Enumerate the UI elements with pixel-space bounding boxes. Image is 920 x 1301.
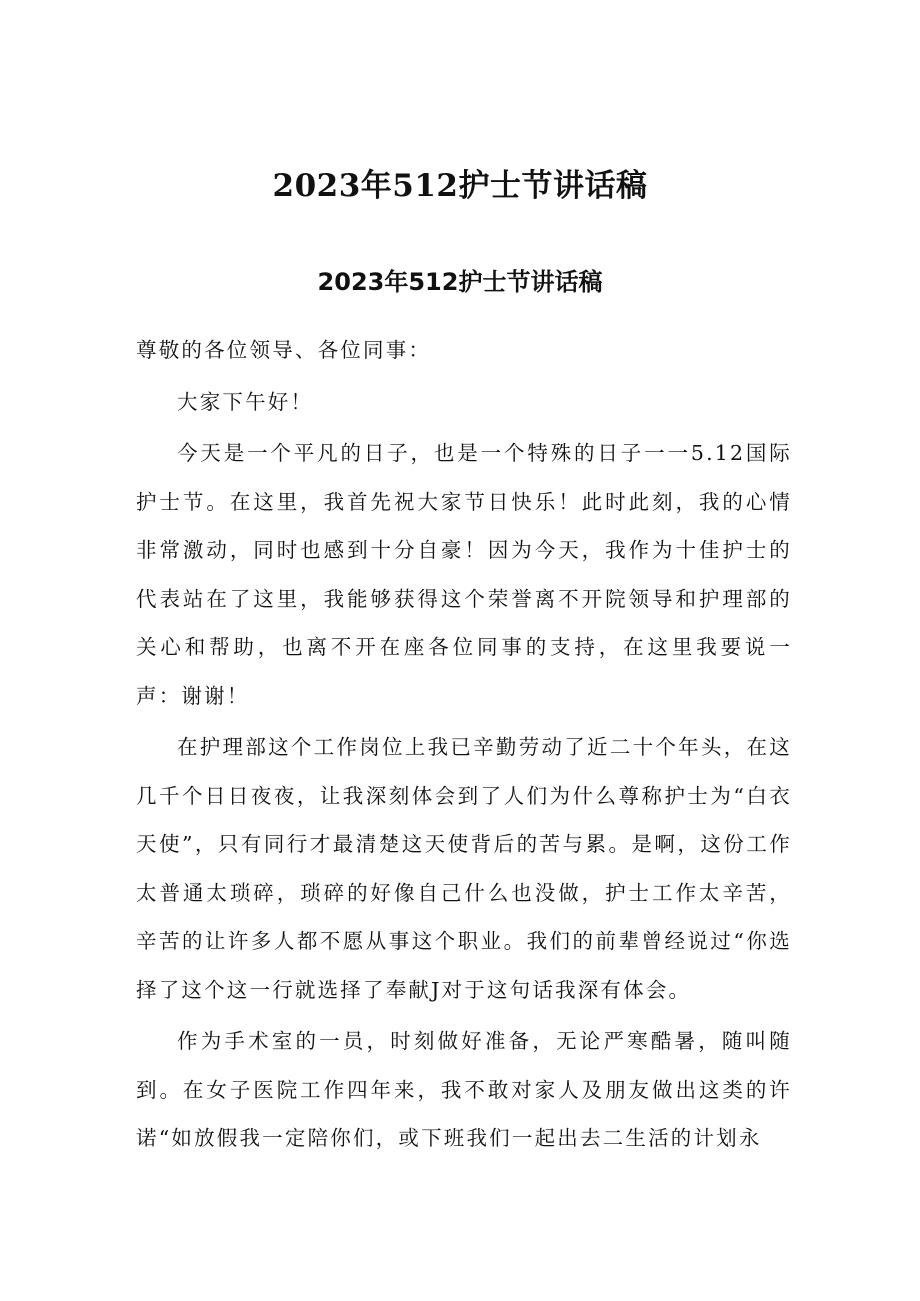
document-body	[136, 326, 792, 1163]
paragraph: 在护理部这个工作岗位上我已辛勤劳动了近二十个年头，在这几千个日日夜夜，让我深刻体会到了人们为什么尊称护士为“白衣天使”，只有同行才最清楚这天使背后的苦与累。是啊，这份工作太普通太琐碎，琐碎的好像自己什么也没做，护士工作太辛苦，辛苦的让许多人都不愿从事这个职业。我们的前辈曾经说过“你选择了这个这一行就选择了奉献J对于这句话我深有体会。	[136, 735, 792, 1002]
paragraph-greeting: 大家下午好！	[177, 389, 314, 414]
document-subtitle: 2023年512护士节讲话稿	[317, 268, 603, 296]
document-title: 2023年512护士节讲话稿	[272, 168, 648, 204]
paragraph: 今天是一个平凡的日子，也是一个特殊的日子一一5.12国际护士节。在这里，我首先祝大家节日快乐！此时此刻，我的心情非常激动，同时也感到十分自豪！因为今天，我作为十佳护士的代表站在了这里，我能够获得这个荣誉离不开院领导和护理部的关心和帮助，也离不开在座各位同事的支持，在这里我要说一声：谢谢！	[136, 441, 792, 708]
paragraph: 作为手术室的一员，时刻做好准备，无论严寒酷暑，随叫随到。在女子医院工作四年来，我不敢对家人及朋友做出这类的许诺“如放假我一定陪你们，或下班我们一起出去二生活的计划永	[136, 1029, 792, 1150]
salutation: 尊敬的各位领导、各位同事：	[136, 338, 432, 362]
